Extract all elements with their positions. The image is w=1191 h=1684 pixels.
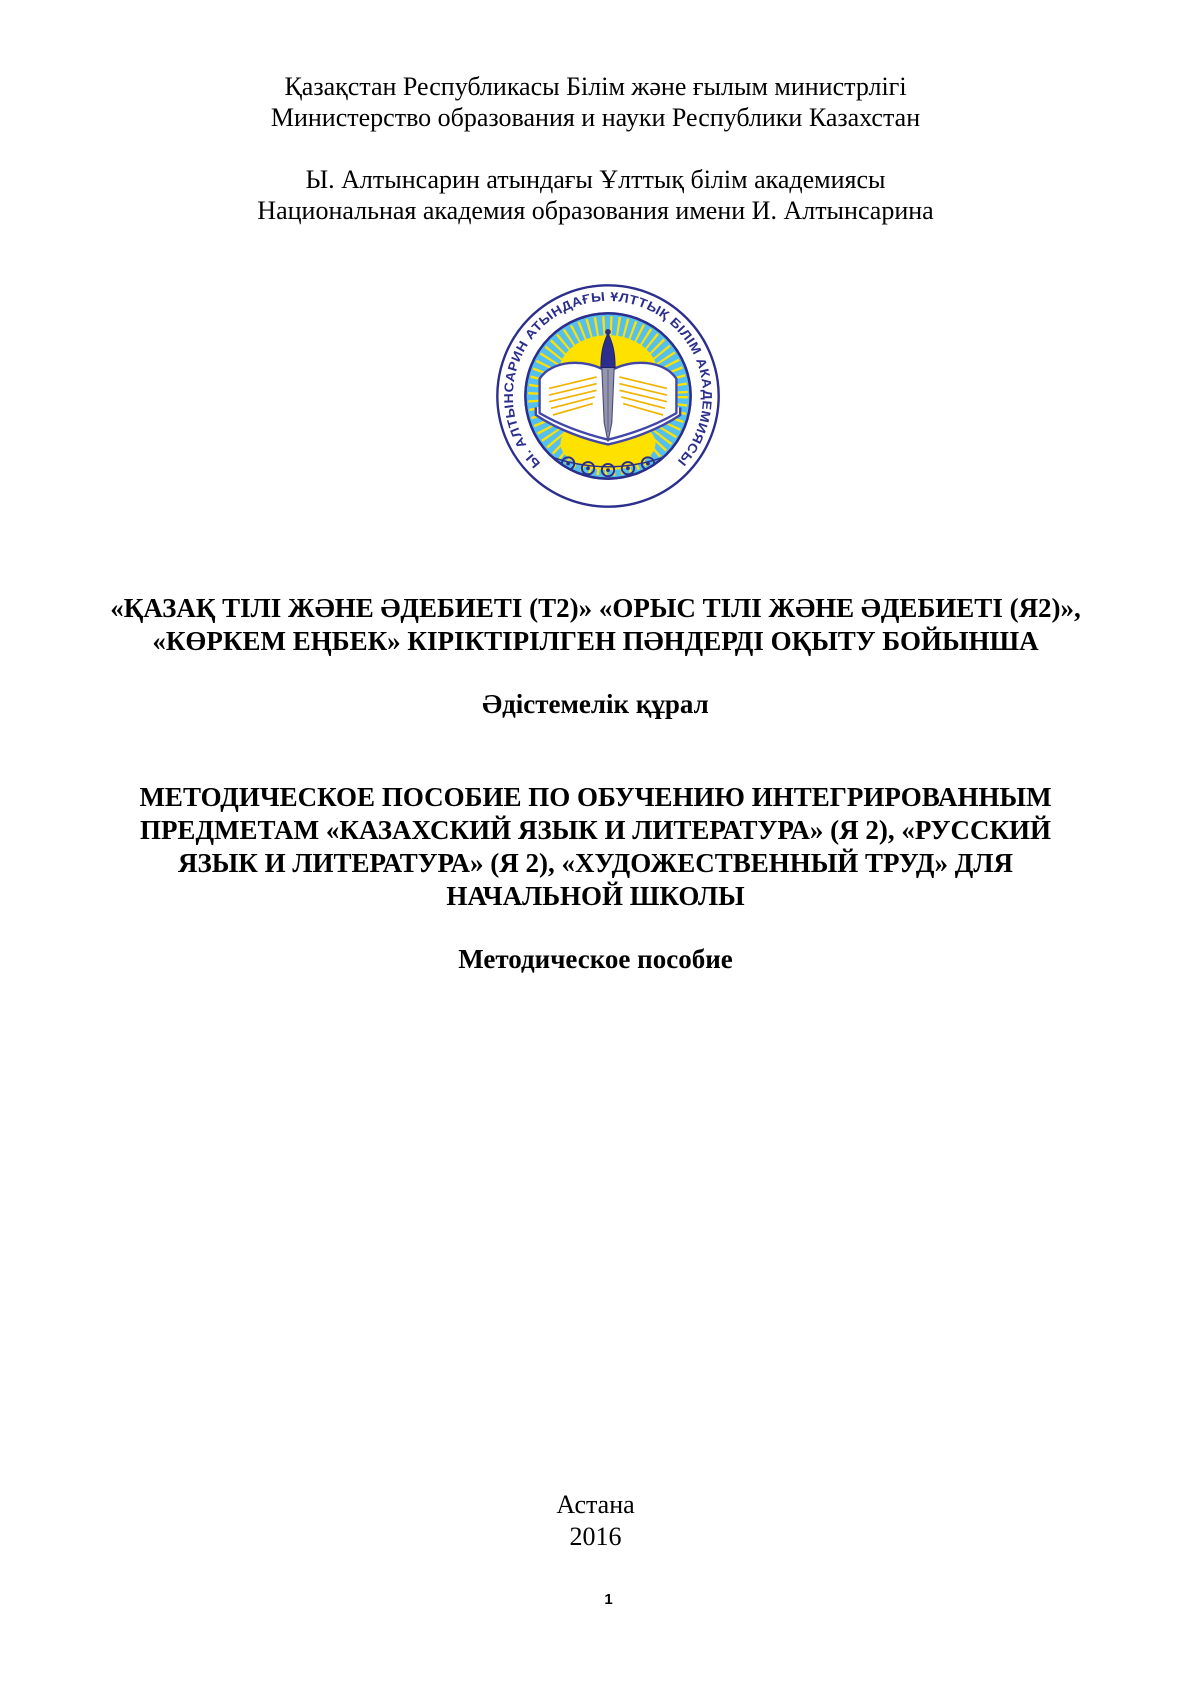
ministry-line-russian: Министерство образования и науки Республики Казахстан bbox=[270, 103, 921, 132]
title-kazakh bbox=[88, 592, 1104, 658]
title-kazakh-line-2: «КӨРКЕМ ЕҢБЕК» КІРІКТІРІЛГЕН ПӘНДЕРДІ ОҚЫТУ БОЙЫНША bbox=[152, 626, 1039, 656]
page-content bbox=[88, 0, 1104, 1610]
academy-emblem-icon bbox=[494, 282, 722, 510]
title-kazakh-line-1: «ҚАЗАҚ ТІЛІ ЖӘНЕ ӘДЕБИЕТІ (Т2)» «ОРЫС ТІЛІ ЖӘНЕ ӘДЕБИЕТІ (Я2)», bbox=[110, 593, 1081, 623]
ministry-line-kazakh: Қазақстан Республикасы Білім және ғылым министрлігі bbox=[284, 72, 907, 101]
academy-line-russian: Национальная академия образования имени И. Алтынсарина bbox=[257, 196, 934, 225]
title-russian-line-4: НАЧАЛЬНОЙ ШКОЛЫ bbox=[446, 881, 745, 911]
subtitle-russian: Методическое пособие bbox=[458, 944, 733, 974]
academy-logo bbox=[88, 282, 1104, 510]
title-russian bbox=[88, 781, 1104, 913]
imprint-city: Астана bbox=[556, 1490, 635, 1519]
imprint-year: 2016 bbox=[569, 1522, 622, 1551]
title-russian-line-3: ЯЗЫК И ЛИТЕРАТУРА» (Я 2), «ХУДОЖЕСТВЕННЫЙ ТРУД» ДЛЯ bbox=[178, 848, 1013, 878]
academy-header bbox=[88, 164, 1104, 226]
ministry-header bbox=[88, 0, 1104, 133]
page-number: 1 bbox=[604, 1591, 613, 1608]
academy-line-kazakh: Ы. Алтынсарин атындағы Ұлттық білім академиясы bbox=[305, 165, 886, 194]
subtitle-kazakh: Әдістемелік құрал bbox=[482, 689, 709, 719]
imprint bbox=[88, 1489, 1104, 1553]
title-russian-line-1: МЕТОДИЧЕСКОЕ ПОСОБИЕ ПО ОБУЧЕНИЮ ИНТЕГРИРОВАННЫМ bbox=[139, 782, 1052, 812]
title-russian-line-2: ПРЕДМЕТАМ «КАЗАХСКИЙ ЯЗЫК И ЛИТЕРАТУРА» (Я 2), «РУССКИЙ bbox=[139, 815, 1052, 845]
logo-ring-text: Ы. АЛТЫНСАРИН АТЫНДАҒЫ ҰЛТТЫҚ БІЛІМ АКАДЕМИЯСЫ bbox=[500, 288, 715, 472]
